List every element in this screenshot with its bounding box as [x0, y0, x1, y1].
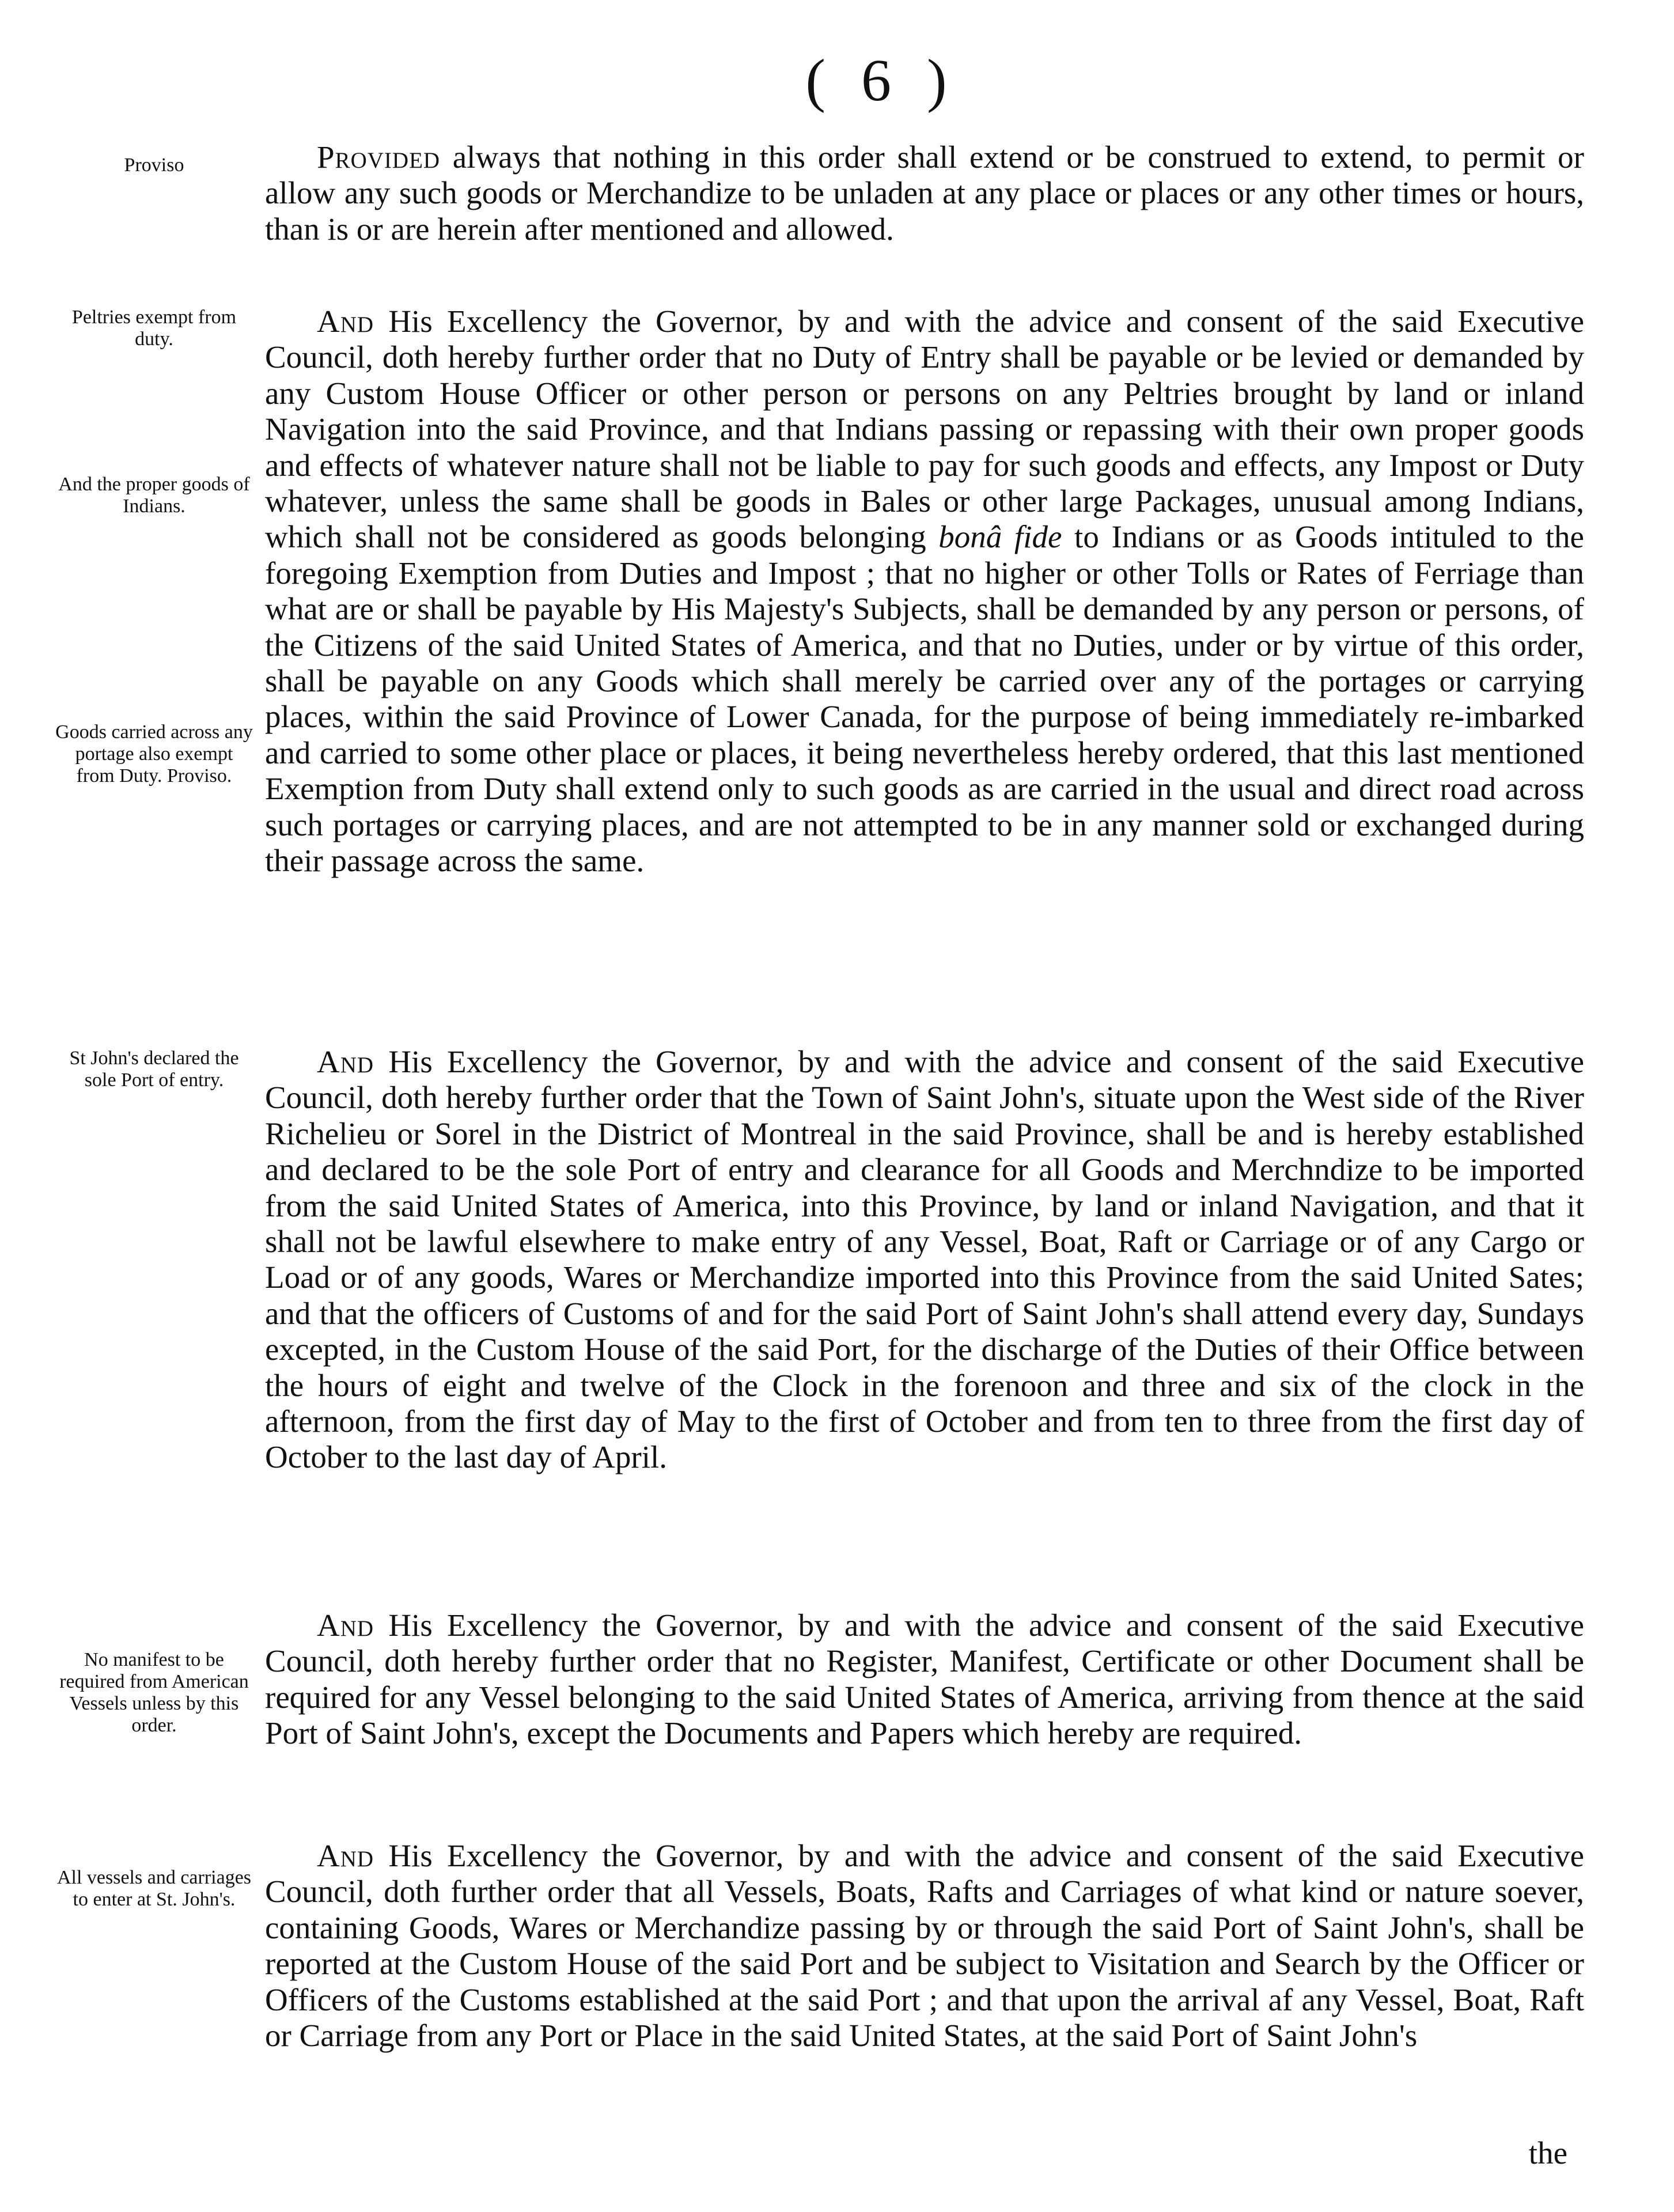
margin-note-indians: And the proper goods of Indians. — [58, 474, 250, 517]
paragraph-text: His Excellency the Governor, by and with the advice and consent of the said Executive Council, doth hereby further order that no Register, Manifest, Certificate or other Document shall be required for any Vessel belonging to the said United States of America, arriving from thence at the said Port of Saint John's, except the Documents and Papers which hereby are required. — [265, 1608, 1584, 1751]
paragraph-st-johns-port — [265, 1044, 1584, 1476]
margin-note-peltries: Peltries exempt from duty. — [71, 307, 237, 350]
paragraph-text-continued: to Indians or as Goods intituled to the foregoing Exemption from Duties and Impost ; that no higher or other Tolls or Rates of Ferriage than what are or shall be payable by His Majesty's Subjects, shall be demanded by any person or persons, of the Citizens of the said United States of America, and that no Duties, under or by virtue of this order, shall be payable on any Goods which shall merely be carried over any of the portages or carrying places, within the said Province of Lower Canada, for the purpose of being immediately re-imbarked and carried to some other place or places, it being nevertheless hereby ordered, that this last mentioned Exemption from Duty shall extend only to such goods as are carried in the usual and direct road across such portages or carrying places, and are not attempted to be in any manner sold or exchanged during their passage across the same. — [265, 519, 1584, 879]
paragraph-text: His Excellency the Governor, by and with the advice and consent of the said Executive Council, doth further order that all Vessels, Boats, Rafts and Carriages of what kind or nature soever, containing Goods, Wares or Merchandize passing by or through the said Port of Saint John's, shall be reported at the Custom House of the said Port and be subject to Visitation and Search by the Officer or Officers of the Customs established at the said Port ; and that upon the arrival af any Vessel, Boat, Raft or Carriage from any Port or Place in the said United States, at the said Port of Saint John's — [265, 1838, 1584, 2054]
paragraph-italic-phrase: bonâ fide — [938, 519, 1062, 555]
paragraph-lead: And — [317, 1608, 374, 1643]
paragraph-all-vessels — [265, 1838, 1584, 2054]
paragraph-proviso — [265, 139, 1584, 247]
margin-note-st-johns: St John's declared the sole Port of entry. — [69, 1048, 239, 1091]
paragraph-lead: Provided — [317, 139, 441, 175]
paragraph-text: always that nothing in this order shall extend or be construed to extend, to permit or allow any such goods or Merchandize to be unladen at any place or places or any other times or hours, than is or are herein after mentioned and allowed. — [265, 139, 1584, 247]
margin-note-portages: Goods carried across any portage also exempt from Duty. Proviso. — [55, 721, 253, 787]
margin-note-proviso: Proviso — [124, 154, 184, 176]
margin-note-no-manifest: No manifest to be required from American Vessels unless by this order. — [59, 1649, 249, 1736]
paragraph-text: His Excellency the Governor, by and with the advice and consent of the said Executive Council, doth hereby further order that the Town of Saint John's, situate upon the West side of the River Richelieu or Sorel in the District of Montreal in the said Province, shall be and is hereby established and declared to be the sole Port of entry and clearance for all Goods and Merchndize to be imported from the said United States of America, into this Province, by land or inland Navigation, and that it shall not be lawful elsewhere to make entry of any Vessel, Boat, Raft or Carriage or of any Cargo or Load or of any goods, Wares or Merchandize imported into this Province from the said United Sates; and that the officers of Customs of and for the said Port of Saint John's shall attend every day, Sundays excepted, in the Custom House of the said Port, for the discharge of the Duties of their Office between the hours of eight and twelve of the Clock in the forenoon and three and six of the clock in the afternoon, from the first day of May to the first of October and from ten to three from the first day of October to the last day of April. — [265, 1044, 1584, 1475]
paragraph-lead: And — [317, 304, 374, 339]
paragraph-text: His Excellency the Governor, by and with the advice and consent of the said Executive Council, doth hereby further order that no Duty of Entry shall be payable or be levied or demanded by any Custom House Officer or other person or persons on any Peltries brought by land or inland Navigation into the said Province, and that Indians passing or repassing with their own proper goods and effects of whatever nature shall not be liable to pay for such goods and effects, any Impost or Duty whatever, unless the same shall be goods in Bales or other large Packages, unusual among Indians, which shall not be considered as goods belonging — [265, 304, 1584, 555]
page-number: ( 6 ) — [805, 47, 957, 114]
paragraph-lead: And — [317, 1044, 374, 1079]
paragraph-no-manifest — [265, 1608, 1584, 1752]
catchword: the — [1528, 2135, 1567, 2171]
paragraph-peltries — [265, 304, 1584, 879]
margin-note-all-vessels: All vessels and carriages to enter at St. John's. — [56, 1867, 252, 1910]
paragraph-lead: And — [317, 1838, 374, 1873]
